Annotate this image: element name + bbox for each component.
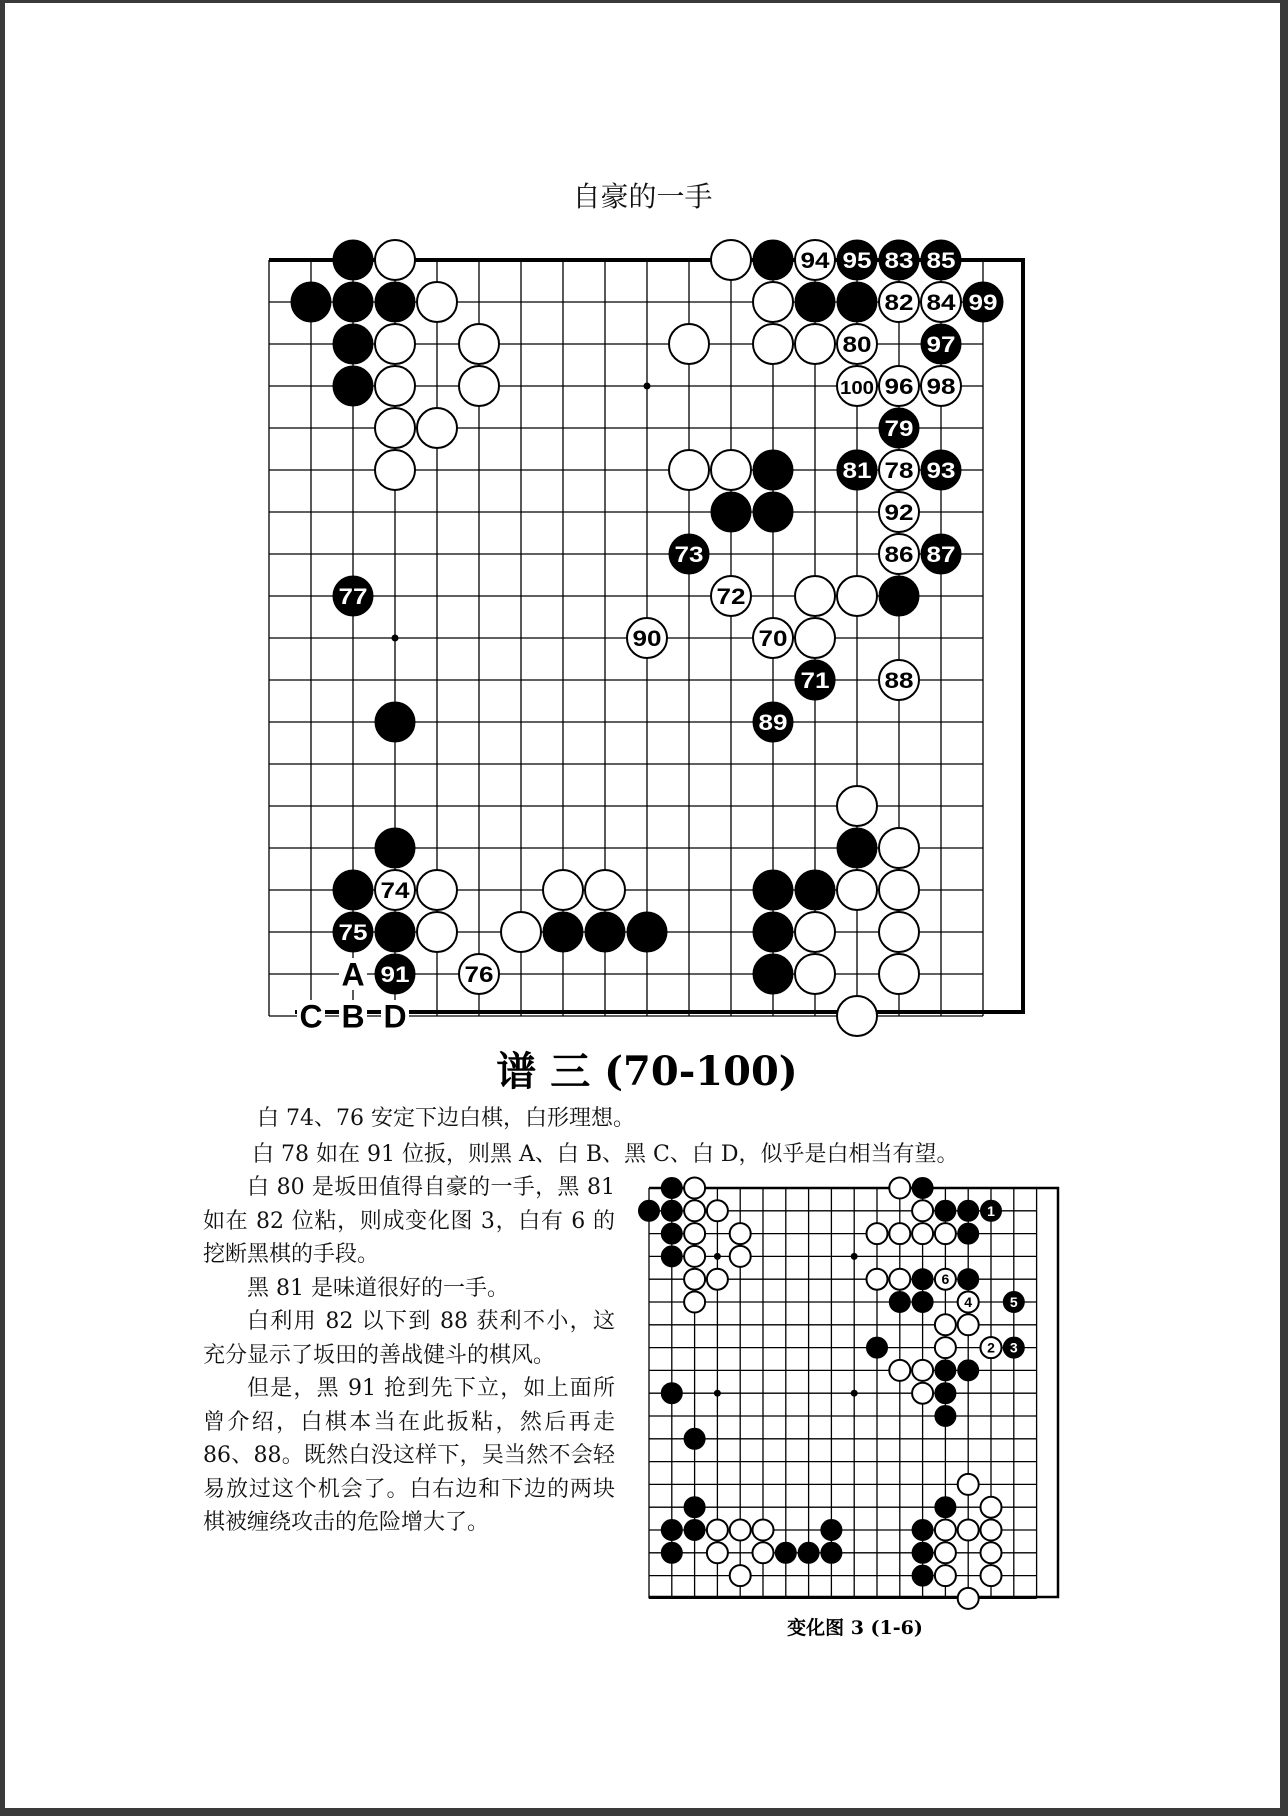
black-stone <box>684 1428 705 1449</box>
white-stone <box>707 1269 728 1290</box>
black-stone <box>684 1520 705 1541</box>
white-stone <box>981 1520 1002 1541</box>
main-board-caption: 谱 三 (70-100) <box>496 1048 798 1095</box>
white-stone <box>981 1497 1002 1518</box>
board-letter: A <box>341 956 365 993</box>
move-number: 70 <box>758 625 788 651</box>
move-number: 1 <box>987 1202 995 1219</box>
black-stone <box>889 1292 910 1313</box>
move-number: 95 <box>842 247 872 273</box>
white-stone <box>958 1314 979 1335</box>
black-stone <box>958 1269 979 1290</box>
white-stone <box>867 1223 888 1244</box>
black-stone <box>661 1383 682 1404</box>
move-number: 6 <box>941 1271 950 1288</box>
move-number: 100 <box>840 377 874 398</box>
white-stone <box>867 1269 888 1290</box>
page-title: 自豪的一手 <box>572 180 713 213</box>
white-stone <box>912 1360 933 1381</box>
move-number: 84 <box>926 289 957 315</box>
move-number: 98 <box>926 373 956 399</box>
move-number: 86 <box>884 541 914 567</box>
move-number: 78 <box>884 457 914 483</box>
black-stone <box>821 1520 842 1541</box>
move-number: 87 <box>926 541 956 567</box>
white-stone <box>730 1565 751 1586</box>
white-stone <box>935 1542 956 1563</box>
white-stone <box>889 1269 910 1290</box>
white-stone <box>912 1383 933 1404</box>
black-stone <box>661 1223 682 1244</box>
white-stone <box>730 1246 751 1267</box>
move-number: 4 <box>964 1294 973 1311</box>
black-stone <box>912 1542 933 1563</box>
commentary-paragraph: 但是，黑 91 抢到先下立，如上面所曾介绍，白棋本当在此扳粘，然后再走 86、88。既然白没这样下，吴当然不会轻易放过这个机会了。白右边和下边的两块棋被缠绕攻击的危险增大了。 <box>203 1376 615 1535</box>
move-number: 82 <box>884 289 914 315</box>
black-stone <box>684 1497 705 1518</box>
move-number: 81 <box>842 457 872 483</box>
move-number: 83 <box>884 247 914 273</box>
move-number: 75 <box>338 919 368 945</box>
black-stone <box>912 1520 933 1541</box>
white-stone <box>935 1565 956 1586</box>
board-letter: D <box>383 998 407 1035</box>
black-stone <box>821 1542 842 1563</box>
black-stone <box>935 1497 956 1518</box>
move-number: 94 <box>800 247 831 273</box>
star-point <box>714 1390 721 1397</box>
move-number: 2 <box>987 1339 995 1356</box>
board-grid <box>649 1188 1037 1598</box>
commentary-paragraph: 白 80 是坂田值得自豪的一手，黑 81 如在 82 位粘，则成变化图 3，白有 6 的挖断黑棋的手段。 <box>203 1175 615 1267</box>
white-stone <box>707 1542 728 1563</box>
move-number: 90 <box>632 625 662 651</box>
board-letter: C <box>299 998 323 1035</box>
paragraph-1: 白 74、76 安定下边白棋，白形理想。 <box>257 1106 635 1131</box>
page <box>5 3 1280 1808</box>
move-number: 76 <box>464 961 494 987</box>
black-stone <box>912 1565 933 1586</box>
white-stone <box>684 1178 705 1199</box>
paragraph-2: 白 78 如在 91 位扳，则黑 A、白 B、黑 C、白 D，似乎是白相当有望。 <box>252 1142 959 1167</box>
white-stone <box>889 1360 910 1381</box>
black-stone <box>661 1520 682 1541</box>
white-stone <box>935 1223 956 1244</box>
white-stone <box>912 1200 933 1221</box>
variation-board-caption: 变化图 3 (1-6) <box>787 1617 923 1639</box>
black-stone <box>775 1542 796 1563</box>
move-number: 73 <box>674 541 704 567</box>
white-stone <box>707 1520 728 1541</box>
black-stone <box>661 1246 682 1267</box>
commentary-paragraph: 黑 81 是味道很好的一手。 <box>247 1275 509 1301</box>
white-stone <box>935 1337 956 1358</box>
move-number: 91 <box>380 961 410 987</box>
move-number: 5 <box>1009 1294 1018 1311</box>
star-point <box>714 1253 721 1260</box>
black-stone <box>935 1406 956 1427</box>
black-stone <box>912 1292 933 1313</box>
white-stone <box>912 1223 933 1244</box>
commentary-paragraph: 白利用 82 以下到 88 获利不小，这充分显示了坂田的善战健斗的棋风。 <box>203 1309 615 1368</box>
star-point <box>851 1390 858 1397</box>
white-stone <box>889 1178 910 1199</box>
move-number: 79 <box>884 415 914 441</box>
white-stone <box>981 1565 1002 1586</box>
white-stone <box>730 1520 751 1541</box>
move-number: 3 <box>1009 1339 1018 1356</box>
white-stone <box>684 1246 705 1267</box>
star-point <box>851 1253 858 1260</box>
move-number: 71 <box>800 667 830 693</box>
black-stone <box>661 1542 682 1563</box>
black-stone <box>935 1200 956 1221</box>
move-number: 93 <box>926 457 956 483</box>
white-stone <box>753 1520 774 1541</box>
black-stone <box>661 1178 682 1199</box>
white-stone <box>753 1542 774 1563</box>
white-stone <box>684 1223 705 1244</box>
black-stone <box>958 1360 979 1381</box>
white-stone <box>958 1520 979 1541</box>
black-stone <box>935 1360 956 1381</box>
white-stone <box>707 1200 728 1221</box>
move-number: 97 <box>926 331 956 357</box>
move-number: 96 <box>884 373 914 399</box>
move-number: 92 <box>884 499 914 525</box>
white-stone <box>684 1292 705 1313</box>
move-number: 74 <box>380 877 411 903</box>
black-stone <box>912 1178 933 1199</box>
black-stone <box>661 1200 682 1221</box>
move-number: 77 <box>338 583 368 609</box>
move-number: 88 <box>884 667 914 693</box>
white-stone <box>935 1314 956 1335</box>
move-number: 89 <box>758 709 788 735</box>
black-stone <box>912 1269 933 1290</box>
black-stone <box>958 1223 979 1244</box>
move-number: 72 <box>716 583 746 609</box>
board-letter: B <box>341 998 365 1035</box>
white-stone <box>684 1269 705 1290</box>
black-stone <box>798 1542 819 1563</box>
white-stone <box>958 1588 979 1609</box>
white-stone <box>958 1474 979 1495</box>
variation-go-board <box>5 3 1288 1623</box>
white-stone <box>981 1542 1002 1563</box>
white-stone <box>684 1200 705 1221</box>
white-stone <box>730 1223 751 1244</box>
move-number: 99 <box>968 289 998 315</box>
black-stone <box>935 1383 956 1404</box>
move-number: 80 <box>842 331 872 357</box>
black-stone <box>639 1200 660 1221</box>
move-number: 85 <box>926 247 956 273</box>
white-stone <box>935 1520 956 1541</box>
black-stone <box>867 1337 888 1358</box>
white-stone <box>889 1223 910 1244</box>
black-stone <box>958 1200 979 1221</box>
